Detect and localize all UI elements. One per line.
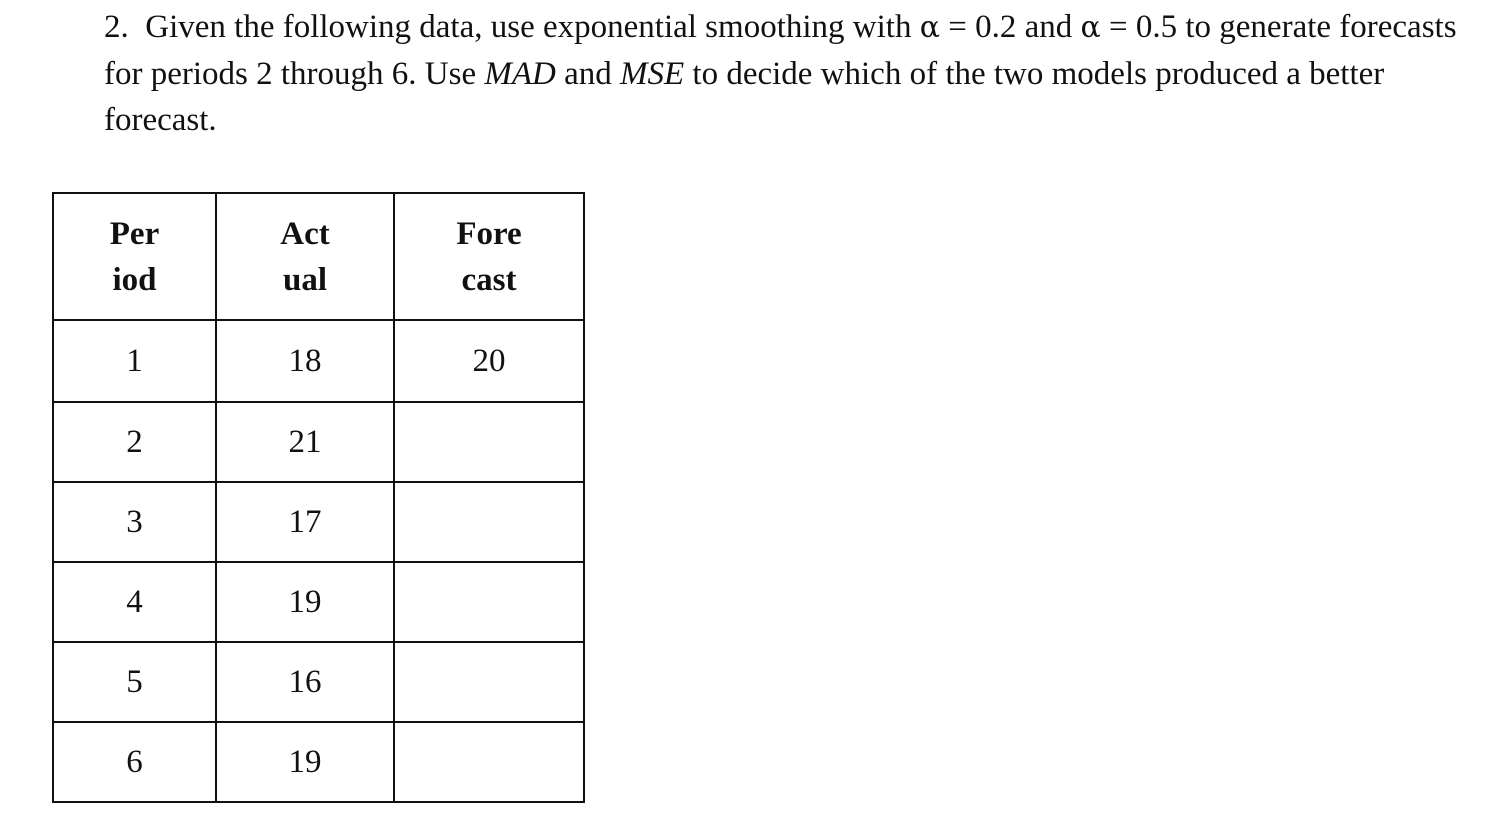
header-actual: Act ual xyxy=(216,193,394,320)
actual-cell: 19 xyxy=(216,722,394,802)
header-forecast: Fore cast xyxy=(394,193,584,320)
header-period: Per iod xyxy=(53,193,216,320)
alpha-symbol: α xyxy=(1080,10,1101,45)
table-row xyxy=(53,642,584,722)
problem-text-eq-2: = 0.5 to generate forecasts for periods 2 through 6. Use xyxy=(104,9,1457,92)
actual-cell: 16 xyxy=(216,642,394,722)
table-header-row xyxy=(53,193,584,320)
period-cell: 3 xyxy=(53,482,216,562)
data-table xyxy=(52,192,585,803)
problem-text-part-1: Given the following data, use exponential smoothing with xyxy=(145,9,920,45)
problem-text-part-2: to decide which of the two models produced a better forecast. xyxy=(104,56,1385,138)
table-row xyxy=(53,482,584,562)
period-cell: 2 xyxy=(53,402,216,482)
actual-cell: 21 xyxy=(216,402,394,482)
forecast-cell xyxy=(394,402,584,482)
table-row xyxy=(53,722,584,802)
actual-cell: 17 xyxy=(216,482,394,562)
period-cell: 5 xyxy=(53,642,216,722)
mad-term: MAD xyxy=(484,56,556,92)
forecast-cell xyxy=(394,642,584,722)
period-cell: 4 xyxy=(53,562,216,642)
forecast-cell xyxy=(394,722,584,802)
problem-number: 2. xyxy=(104,9,129,45)
problem-statement xyxy=(104,4,1474,143)
actual-cell: 19 xyxy=(216,562,394,642)
problem-text-and: and xyxy=(555,56,620,92)
forecast-cell: 20 xyxy=(394,320,584,402)
problem-text-eq-1: = 0.2 and xyxy=(939,9,1081,45)
period-cell: 1 xyxy=(53,320,216,402)
table-row xyxy=(53,320,584,402)
period-cell: 6 xyxy=(53,722,216,802)
forecast-cell xyxy=(394,482,584,562)
actual-cell: 18 xyxy=(216,320,394,402)
table-row xyxy=(53,402,584,482)
forecast-cell xyxy=(394,562,584,642)
mse-term: MSE xyxy=(620,56,685,92)
table-row xyxy=(53,562,584,642)
alpha-symbol: α xyxy=(919,10,940,45)
